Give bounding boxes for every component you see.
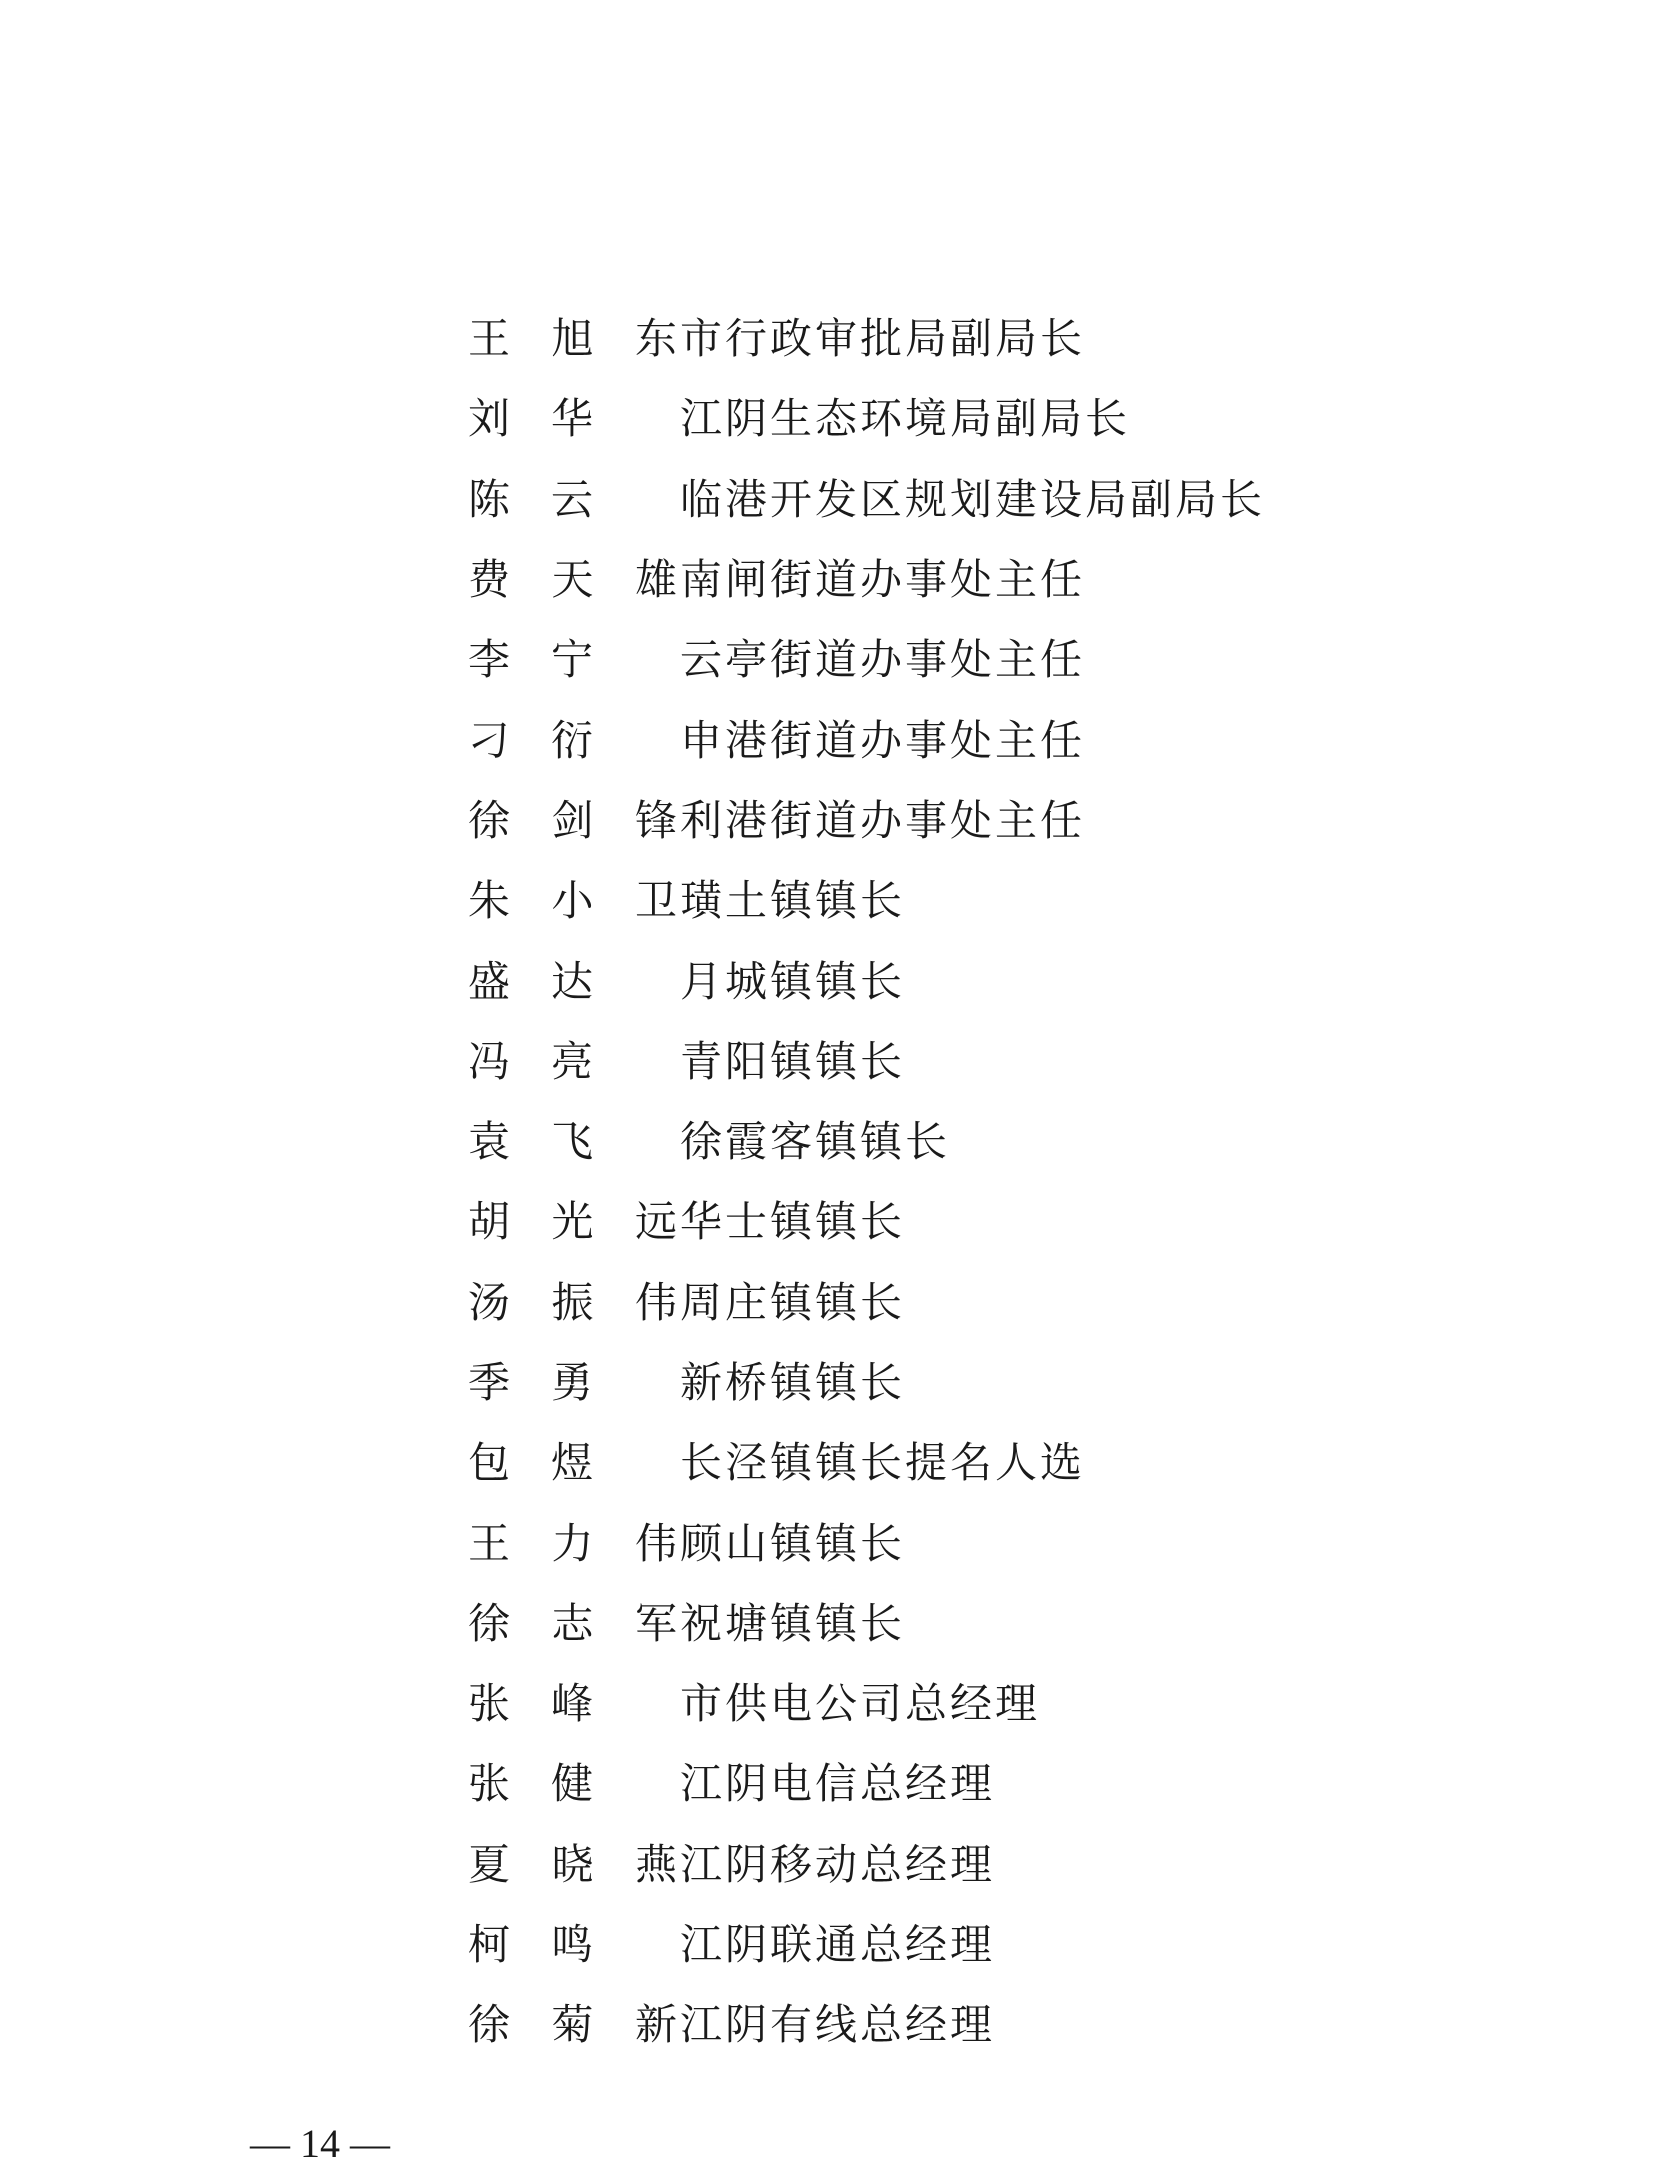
roster-row bbox=[468, 537, 1265, 617]
person-title: 周庄镇镇长 bbox=[680, 1277, 906, 1327]
name-char: 晓 bbox=[551, 1839, 597, 1889]
person-name bbox=[468, 1751, 596, 1811]
name-char: 朱 bbox=[468, 876, 514, 926]
name-char: 季 bbox=[468, 1358, 514, 1407]
person-name bbox=[468, 1992, 680, 2052]
person-title: 月城镇镇长 bbox=[680, 956, 906, 1006]
roster-row bbox=[468, 938, 1265, 1018]
person-title: 临港开发区规划建设局副局长 bbox=[680, 474, 1266, 524]
name-char: 胡 bbox=[468, 1197, 514, 1247]
roster-row bbox=[468, 1340, 1265, 1420]
person-title: 新桥镇镇长 bbox=[680, 1358, 906, 1407]
roster-row bbox=[468, 296, 1265, 376]
person-title: 江阴有线总经理 bbox=[680, 2000, 996, 2050]
name-char: 冯 bbox=[468, 1036, 514, 1086]
name-char: 宁 bbox=[550, 635, 596, 685]
person-name bbox=[468, 1912, 596, 1972]
roster-row bbox=[468, 617, 1265, 697]
name-char: 衍 bbox=[550, 715, 596, 765]
person-title: 璜土镇镇长 bbox=[680, 876, 906, 926]
person-title: 青阳镇镇长 bbox=[680, 1036, 906, 1086]
person-name bbox=[468, 1511, 680, 1571]
person-name bbox=[468, 1430, 596, 1490]
person-name bbox=[468, 1350, 596, 1410]
name-char: 燕 bbox=[634, 1839, 680, 1889]
person-title: 江阴联通总经理 bbox=[680, 1920, 996, 1970]
person-name bbox=[468, 1189, 680, 1249]
name-char: 张 bbox=[468, 1759, 514, 1809]
name-char: 夏 bbox=[468, 1839, 514, 1889]
person-name bbox=[468, 1109, 596, 1169]
person-name bbox=[468, 1270, 680, 1330]
name-char: 卫 bbox=[634, 876, 680, 926]
person-title: 南闸街道办事处主任 bbox=[680, 555, 1086, 605]
name-char: 军 bbox=[634, 1598, 680, 1648]
roster-row bbox=[468, 1661, 1265, 1741]
name-char: 伟 bbox=[634, 1277, 680, 1327]
person-title: 华士镇镇长 bbox=[680, 1197, 906, 1247]
name-char: 徐 bbox=[468, 1598, 514, 1648]
name-char: 志 bbox=[551, 1598, 597, 1648]
roster-row bbox=[468, 1741, 1265, 1821]
person-title: 长泾镇镇长提名人选 bbox=[680, 1438, 1086, 1488]
roster-row bbox=[468, 1982, 1265, 2062]
name-char: 力 bbox=[551, 1518, 597, 1568]
person-title: 江阴移动总经理 bbox=[680, 1839, 996, 1889]
roster-row bbox=[468, 697, 1265, 777]
name-char: 振 bbox=[551, 1277, 597, 1327]
person-title: 利港街道办事处主任 bbox=[680, 795, 1086, 845]
name-char: 陈 bbox=[468, 474, 514, 524]
person-name bbox=[468, 467, 596, 527]
name-char: 汤 bbox=[468, 1277, 514, 1327]
name-char: 菊 bbox=[551, 2000, 597, 2050]
name-char: 王 bbox=[468, 1518, 514, 1568]
name-char: 伟 bbox=[634, 1518, 680, 1568]
name-char: 云 bbox=[550, 474, 596, 524]
person-name bbox=[468, 306, 680, 366]
name-char: 费 bbox=[468, 555, 514, 605]
person-title: 徐霞客镇镇长 bbox=[680, 1117, 951, 1167]
roster-row bbox=[468, 858, 1265, 938]
name-char: 柯 bbox=[468, 1920, 514, 1970]
name-char: 天 bbox=[551, 555, 597, 605]
name-char: 小 bbox=[551, 876, 597, 926]
person-name bbox=[468, 1591, 680, 1651]
name-char: 健 bbox=[550, 1759, 596, 1809]
person-title: 市行政审批局副局长 bbox=[680, 314, 1086, 364]
name-char: 剑 bbox=[551, 795, 597, 845]
person-name bbox=[468, 627, 596, 687]
person-name bbox=[468, 386, 596, 446]
roster-row bbox=[468, 1179, 1265, 1259]
roster-list bbox=[468, 296, 1265, 2063]
person-name bbox=[468, 1029, 596, 1089]
person-title: 申港街道办事处主任 bbox=[680, 715, 1086, 765]
roster-row bbox=[468, 1420, 1265, 1500]
roster-row bbox=[468, 1260, 1265, 1340]
name-char: 峰 bbox=[550, 1679, 596, 1729]
name-char: 王 bbox=[468, 314, 514, 364]
person-title: 云亭街道办事处主任 bbox=[680, 635, 1086, 685]
roster-row bbox=[468, 1581, 1265, 1661]
roster-row bbox=[468, 457, 1265, 537]
person-name bbox=[468, 1832, 680, 1892]
name-char: 锋 bbox=[634, 795, 680, 845]
name-char: 李 bbox=[468, 635, 514, 685]
person-title: 顾山镇镇长 bbox=[680, 1518, 906, 1568]
person-name bbox=[468, 547, 680, 607]
name-char: 雄 bbox=[634, 555, 680, 605]
name-char: 张 bbox=[468, 1679, 514, 1729]
person-title: 江阴生态环境局副局长 bbox=[680, 394, 1131, 444]
name-char: 煜 bbox=[550, 1438, 596, 1488]
name-char: 新 bbox=[634, 2000, 680, 2050]
name-char: 徐 bbox=[468, 795, 514, 845]
name-char: 光 bbox=[551, 1197, 597, 1247]
name-char: 袁 bbox=[468, 1117, 514, 1167]
roster-row bbox=[468, 778, 1265, 858]
person-name bbox=[468, 868, 680, 928]
person-name bbox=[468, 788, 680, 848]
roster-row bbox=[468, 1902, 1265, 1982]
name-char: 亮 bbox=[550, 1036, 596, 1086]
name-char: 旭 bbox=[551, 314, 597, 364]
name-char: 鸣 bbox=[550, 1920, 596, 1970]
roster-row bbox=[468, 1099, 1265, 1179]
person-name bbox=[468, 949, 596, 1009]
roster-row bbox=[468, 1822, 1265, 1902]
name-char: 东 bbox=[634, 314, 680, 364]
person-title: 江阴电信总经理 bbox=[680, 1759, 996, 1809]
name-char: 刘 bbox=[468, 394, 514, 444]
name-char: 达 bbox=[550, 956, 596, 1006]
person-title: 祝塘镇镇长 bbox=[680, 1598, 906, 1648]
page-number: — 14 — bbox=[250, 2121, 390, 2166]
name-char: 刁 bbox=[468, 715, 514, 765]
name-char: 盛 bbox=[468, 956, 514, 1006]
name-char: 华 bbox=[550, 394, 596, 444]
name-char: 飞 bbox=[550, 1117, 596, 1167]
person-title: 市供电公司总经理 bbox=[680, 1679, 1041, 1729]
name-char: 远 bbox=[634, 1197, 680, 1247]
person-name bbox=[468, 1671, 596, 1731]
name-char: 包 bbox=[468, 1438, 514, 1488]
name-char: 徐 bbox=[468, 2000, 514, 2050]
roster-row bbox=[468, 1500, 1265, 1580]
roster-row bbox=[468, 1019, 1265, 1099]
roster-row bbox=[468, 376, 1265, 456]
name-char: 勇 bbox=[550, 1358, 596, 1407]
person-name bbox=[468, 708, 596, 768]
